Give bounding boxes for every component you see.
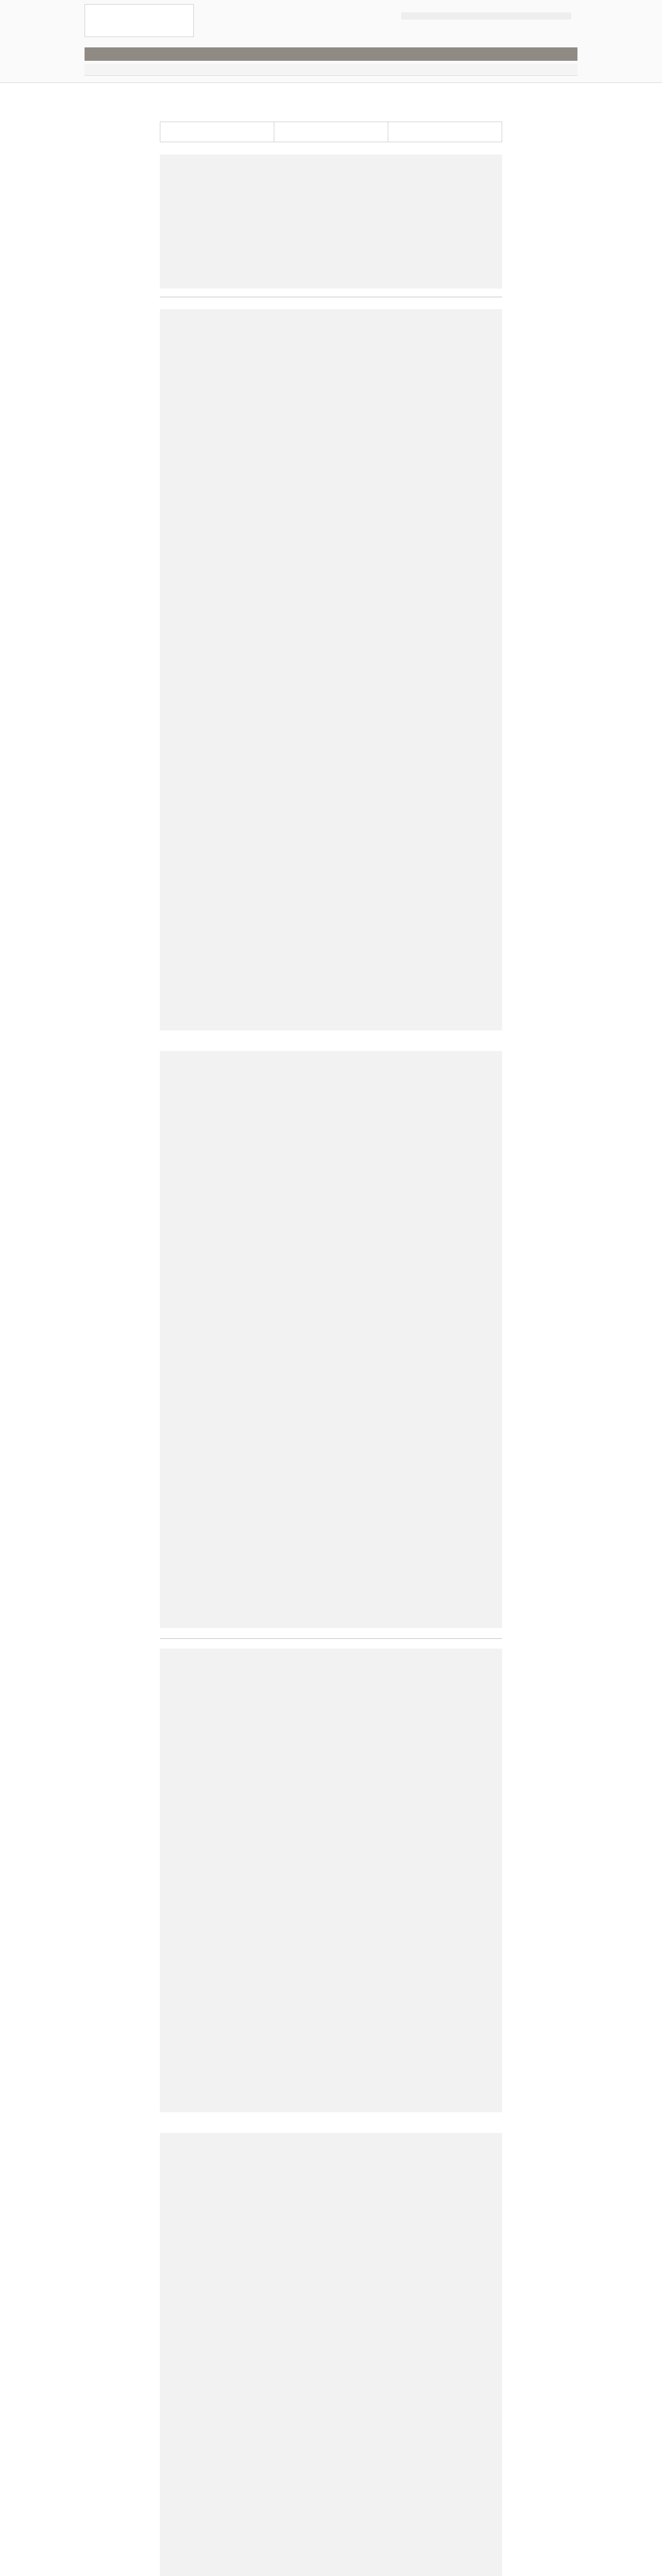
text-block <box>160 309 502 1030</box>
main-nav[interactable] <box>85 47 577 61</box>
header-links[interactable] <box>401 12 571 20</box>
site-header <box>0 0 662 83</box>
chapter-nav <box>160 122 502 142</box>
sub-nav[interactable] <box>85 64 577 76</box>
text-block <box>160 155 502 289</box>
text-block <box>160 2133 502 2576</box>
text-block <box>160 1051 502 1628</box>
next-chapter-link[interactable] <box>388 122 502 142</box>
site-logo[interactable] <box>85 4 194 37</box>
previous-chapter-link[interactable] <box>160 122 274 142</box>
divider <box>160 1638 502 1639</box>
table-of-contents-link[interactable] <box>274 122 388 142</box>
text-block <box>160 1649 502 2112</box>
